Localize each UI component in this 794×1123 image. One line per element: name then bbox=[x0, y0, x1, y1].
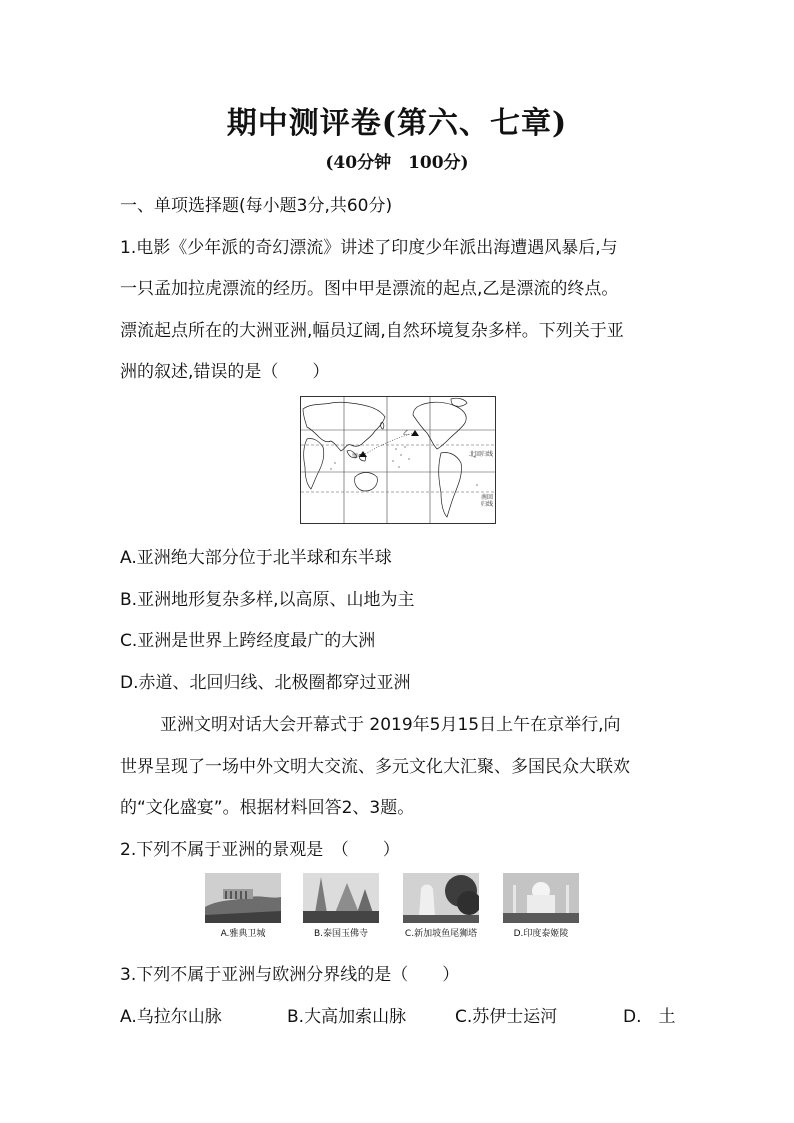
q1-option-c: C.亚洲是世界上跨经度最广的大洲 bbox=[120, 631, 376, 651]
photo-option-b bbox=[303, 873, 379, 939]
q3-option-c: C.苏伊士运河 bbox=[455, 1007, 558, 1027]
q3-option-b: B.大高加索山脉 bbox=[287, 1007, 407, 1027]
section-heading: 一、单项选择题(每小题3分,共60分) bbox=[120, 196, 393, 216]
temple-photo bbox=[303, 873, 379, 923]
photo-caption-d: D.印度泰姬陵 bbox=[513, 929, 569, 939]
photo-option-d bbox=[503, 873, 579, 939]
photo-option-c bbox=[403, 873, 479, 939]
photo-option-a bbox=[205, 873, 281, 939]
q1-line-2: 一只孟加拉虎漂流的经历。图中甲是漂流的起点,乙是漂流的终点。 bbox=[120, 279, 619, 299]
q1-line-1: 1.电影《少年派的奇幻漂流》讲述了印度少年派出海遭遇风暴后,与 bbox=[120, 238, 618, 258]
acropolis-photo bbox=[205, 873, 281, 923]
q2-photo-row bbox=[203, 873, 593, 943]
q1-option-b: B.亚洲地形复杂多样,以高原、山地为主 bbox=[120, 590, 415, 610]
material-line-2: 世界呈现了一场中外文明大交流、多元文化大汇聚、多国民众大联欢 bbox=[120, 757, 630, 777]
q3-option-a: A.乌拉尔山脉 bbox=[120, 1007, 222, 1027]
q1-line-4: 洲的叙述,错误的是（ ） bbox=[120, 362, 330, 382]
world-map-drawing bbox=[301, 397, 495, 523]
q3-text: 3.下列不属于亚洲与欧洲分界线的是（ ） bbox=[120, 965, 460, 985]
photo-caption-b: B.泰国玉佛寺 bbox=[313, 929, 369, 939]
end-marker bbox=[411, 430, 419, 436]
q1-option-d: D.赤道、北回归线、北极圈都穿过亚洲 bbox=[120, 673, 411, 693]
page-subtitle: (40分钟 100分) bbox=[325, 153, 469, 173]
map-label-start: 甲 bbox=[352, 453, 359, 460]
q1-option-a: A.亚洲绝大部分位于北半球和东半球 bbox=[120, 548, 392, 568]
world-map-figure bbox=[300, 396, 496, 524]
q1-line-3: 漂流起点所在的大洲亚洲,幅员辽阔,自然环境复杂多样。下列关于亚 bbox=[120, 321, 624, 341]
map-label-end: 乙 bbox=[403, 430, 410, 437]
start-marker bbox=[359, 451, 367, 457]
page-title: 期中测评卷(第六、七章) bbox=[226, 106, 568, 141]
material-line-3: 的“文化盛宴”。根据材料回答2、3题。 bbox=[120, 798, 415, 818]
q2-text: 2.下列不属于亚洲的景观是 （ ） bbox=[120, 840, 400, 860]
photo-caption-a: A.雅典卫城 bbox=[220, 929, 266, 939]
map-label-tropic-south: 南回归线 bbox=[481, 494, 494, 508]
q3-option-d: D. 土 bbox=[623, 1007, 676, 1027]
photo-caption-c: C.新加坡鱼尾狮塔 bbox=[404, 929, 478, 939]
taj-mahal-photo bbox=[503, 873, 579, 923]
map-label-tropic-north: 北回归线 bbox=[469, 451, 494, 458]
merlion-photo bbox=[403, 873, 479, 923]
material-line-1: 亚洲文明对话大会开幕式于 2019年5月15日上午在京举行,向 bbox=[160, 715, 621, 735]
